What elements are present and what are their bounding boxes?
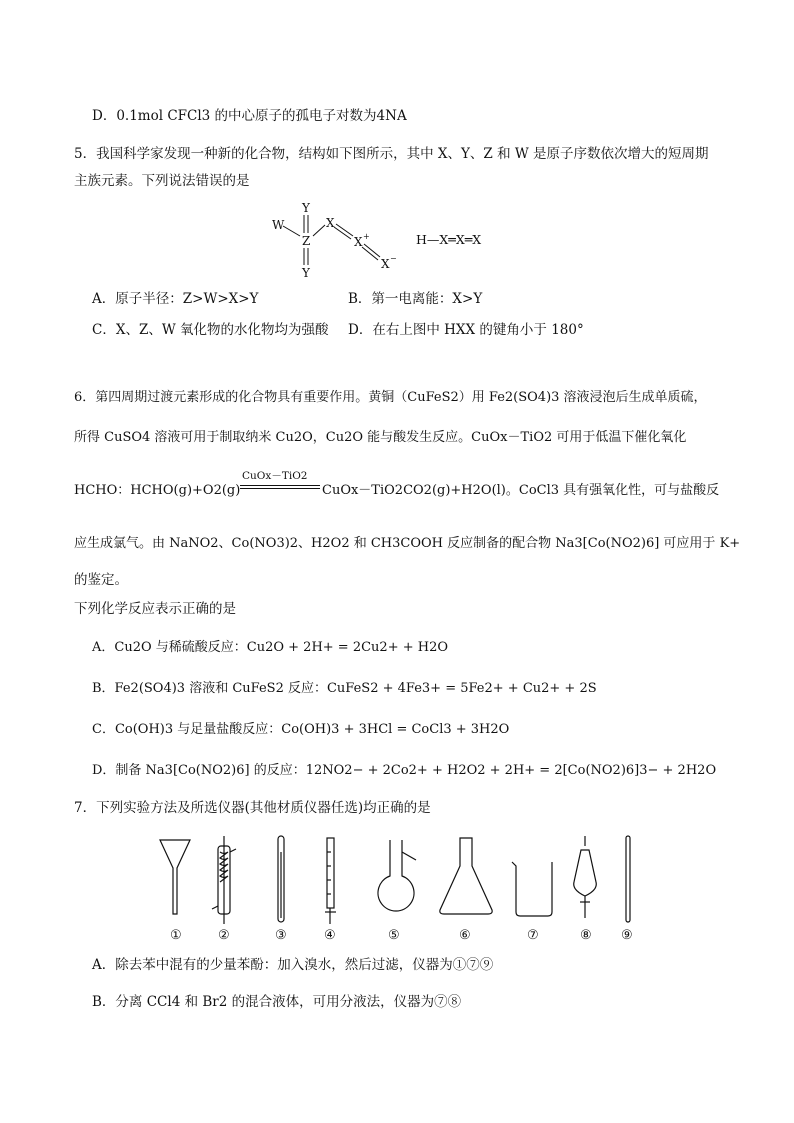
q6-ask: 下列化学反应表示正确的是	[74, 601, 236, 617]
q5-stem-line1: 5．我国科学家发现一种新的化合物，结构如下图所示，其中 X、Y、Z 和 W 是原子序数依次增大的短周期	[74, 146, 709, 162]
q6-option-c: C．Co(OH)3 与足量盐酸反应：Co(OH)3 + 3HCl = CoCl3 + 3H2O	[92, 722, 510, 737]
label-3: ③	[275, 928, 287, 943]
q6-line4: 应生成氯气。由 NaNO2、Co(NO3)2、H2O2 和 CH3COOH 反应制备的配合物 Na3[Co(NO2)6] 可应用于 K+	[74, 536, 741, 551]
q6-reaction-arrow	[240, 485, 320, 486]
q5-option-a: A．原子半径：Z>W>X>Y	[92, 291, 259, 307]
q7-apparatus-figure	[150, 832, 650, 944]
atom-z: Z	[302, 234, 311, 248]
atom-x2: X	[354, 235, 363, 249]
label-4: ④	[324, 928, 336, 943]
atom-y-bottom: Y	[302, 266, 310, 280]
q5-option-b: B．第一电离能：X>Y	[348, 291, 483, 307]
distillation-flask-icon	[378, 840, 416, 911]
atom-x3: X	[381, 257, 390, 271]
q6-line3-suffix: CuOx－TiO2CO2(g)+H2O(l)。CoCl3 具有强氧化性，可与盐酸反	[322, 483, 720, 498]
atom-y-top: Y	[302, 201, 310, 215]
label-5: ⑤	[388, 928, 400, 943]
label-7: ⑦	[527, 928, 539, 943]
q6-option-a: A．Cu2O 与稀硫酸反应：Cu2O + 2H+ = 2Cu2+ + H2O	[92, 640, 449, 655]
q4-option-d	[92, 108, 407, 126]
q6-line1: 6．第四周期过渡元素形成的化合物具有重要作用。黄铜（CuFeS2）用 Fe2(SO4)3 溶液浸泡后生成单质硫，	[74, 390, 707, 405]
thermometer-icon	[278, 836, 284, 922]
label-2: ②	[218, 928, 230, 943]
atom-w: W	[272, 218, 285, 232]
burette-icon	[325, 838, 336, 924]
q6-line3-prefix: HCHO：HCHO(g)+O2(g)	[74, 483, 241, 498]
q5-stem-line2: 主族元素。下列说法错误的是	[74, 173, 250, 189]
q6-line2: 所得 CuSO4 溶液可用于制取纳米 Cu2O，Cu2O 能与酸发生反应。CuOx－TiO2 可用于低温下催化氧化	[74, 430, 687, 445]
conical-flask-icon	[440, 838, 492, 914]
label-8: ⑧	[580, 928, 592, 943]
charge-minus: −	[390, 254, 397, 263]
q7-option-b: B．分离 CCl4 和 Br2 的混合液体，可用分液法，仪器为⑦⑧	[92, 994, 462, 1010]
q6-line5: 的鉴定。	[74, 572, 128, 588]
q7-stem: 7．下列实验方法及所选仪器(其他材质仪器任选)均正确的是	[74, 800, 431, 816]
q5-structure-figure	[260, 198, 530, 286]
q6-option-d: D．制备 Na3[Co(NO2)6] 的反应：12NO2− + 2Co2+ + H2O2 + 2H+ = 2[Co(NO2)6]3− + 2H2O	[92, 763, 717, 778]
atom-x1: X	[326, 216, 335, 230]
bond-w-z	[283, 226, 300, 236]
q4-option-d-text: D．0.1mol CFCl3 的中心原子的孤电子对数为4NA	[92, 108, 407, 124]
q6-option-b: B．Fe2(SO4)3 溶液和 CuFeS2 反应：CuFeS2 + 4Fe3+ = 5Fe2+ + Cu2+ + 2S	[92, 681, 597, 696]
bond-z-x	[313, 225, 325, 236]
q5-option-c: C．X、Z、W 氧化物的水化物均为强酸	[92, 322, 329, 338]
label-1: ①	[170, 928, 182, 943]
label-9: ⑨	[621, 928, 633, 943]
separatory-funnel-icon	[574, 836, 597, 918]
label-6: ⑥	[459, 928, 471, 943]
q6-catalyst-label: CuOx－TiO2	[242, 470, 308, 482]
q7-option-a: A．除去苯中混有的少量苯酚：加入溴水，然后过滤，仪器为①⑦⑨	[92, 957, 494, 973]
glass-rod-icon	[626, 836, 630, 922]
q6-reaction-arrow-2	[240, 488, 320, 489]
q5-option-d: D．在右上图中 HXX 的键角小于 180°	[348, 322, 584, 338]
hxx-formula: H—X═X═X	[416, 232, 482, 247]
beaker-icon	[512, 862, 552, 916]
charge-plus: +	[363, 232, 370, 241]
condenser-icon	[212, 836, 236, 924]
funnel-icon	[160, 840, 190, 914]
